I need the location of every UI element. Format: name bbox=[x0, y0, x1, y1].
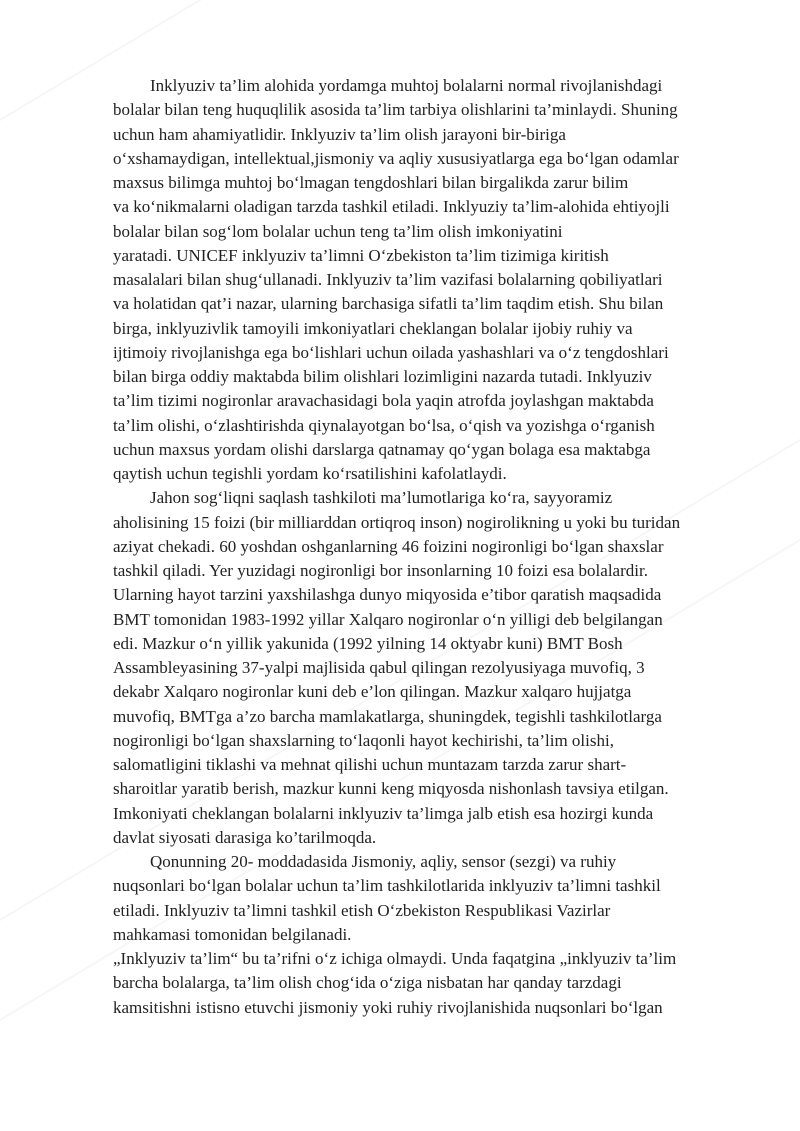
text-line: muvofiq, BMTga a’zo barcha mamlakatlarga, shuningdek, tegishli tashkilotlarga bbox=[113, 706, 662, 726]
text-line: bolalar bilan sog‘lom bolalar uchun teng ta’lim olish imkoniyatini bbox=[113, 221, 563, 241]
text-line: salomatligini tiklashi va mehnat qilishi uchun muntazam tarzda zarur shart- bbox=[113, 755, 627, 774]
text-line: Ularning hayot tarzini yaxshilashga dunyo miqyosida e’tibor qaratish maqsadida bbox=[113, 585, 662, 605]
text-line: Imkoniyati cheklangan bolalarni inklyuziv ta’limga jalb etish esa hozirgi kunda bbox=[113, 803, 654, 823]
text-line: Inklyuziv ta’lim alohida yordamga muhtoj bolalarni normal rivojlanishdagi bbox=[150, 76, 663, 95]
text-line: qaytish uchun tegishli yordam ko‘rsatilishini kafolatlaydi. bbox=[113, 464, 507, 483]
document-body bbox=[113, 74, 743, 1020]
text-line: aziyat chekadi. 60 yoshdan oshganlarning 46 foizini nogironligi bo‘lgan shaxslar bbox=[113, 536, 664, 556]
text-line: sharoitlar yaratib berish, mazkur kunni keng miqyosda nishonlash tavsiya etilgan. bbox=[113, 779, 669, 799]
text-line: bolalar bilan teng huquqlilik asosida ta’lim tarbiya olishlarini ta’minlaydi. Shuning bbox=[113, 100, 678, 120]
text-line: masalalari bilan shug‘ullanadi. Inklyuziv ta’lim vazifasi bolalarning qobiliyatlari bbox=[113, 270, 663, 289]
text-line: „Inklyuziv ta’lim“ bu ta’rifni o‘z ichiga olmaydi. Unda faqatgina „inklyuziv ta’lim bbox=[113, 949, 677, 968]
text-line: maxsus bilimga muhtoj bo‘lmagan tengdoshlari bilan birgalikda zarur bilim bbox=[113, 173, 629, 192]
text-line: ijtimoiy rivojlanishga ega bo‘lishlari uchun oilada yashashlari va o‘z tengdoshlari bbox=[113, 342, 669, 362]
text-line: birga, inklyuzivlik tamoyili imkoniyatlari cheklangan bolalar ijobiy ruhiy va bbox=[113, 318, 633, 338]
text-line: mahkamasi tomonidan belgilanadi. bbox=[113, 924, 352, 944]
text-line: etiladi. Inklyuziv ta’limni tashkil etish O‘zbekiston Respublikasi Vazirlar bbox=[113, 900, 611, 920]
text-line: tashkil qiladi. Yer yuzidagi nogironligi bor insonlarning 10 foizi esa bolalardir. bbox=[113, 561, 648, 580]
text-line: Assambleyasining 37-yalpi majlisida qabul qilingan rezolyusiyaga muvofiq, 3 bbox=[113, 658, 645, 677]
text-line: dekabr Xalqaro nogironlar kuni deb e’lon qilingan. Mazkur xalqaro hujjatga bbox=[113, 682, 632, 702]
text-line: nuqsonlari bo‘lgan bolalar uchun ta’lim tashkilotlarida inklyuziv ta’limni tashkil bbox=[113, 876, 661, 896]
text-line: va holatidan qat’i nazar, ularning barchasiga sifatli ta’lim taqdim etish. Shu bilan bbox=[113, 294, 664, 314]
text-line: davlat siyosati darasiga ko’tarilmoqda. bbox=[113, 827, 377, 847]
text-line: Jahon sog‘liqni saqlash tashkiloti ma’lumotlariga ko‘ra, sayyoramiz bbox=[150, 488, 613, 508]
text-line: o‘xshamaydigan, intellektual,jismoniy va aqliy xususiyatlarga ega bo‘lgan odamlar bbox=[113, 148, 679, 168]
text-line: kamsitishni istisno etuvchi jismoniy yoki ruhiy rivojlanishida nuqsonlari bo‘lgan bbox=[113, 997, 663, 1017]
text-line: nogironligi bo‘lgan shaxslarning to‘laqonli hayot kechirishi, ta’lim olishi, bbox=[113, 730, 614, 750]
text-line: va ko‘nikmalarni oladigan tarzda tashkil etiladi. Inklyuziy ta’lim-alohida ehtiyojli bbox=[113, 197, 670, 217]
text-line: uchun ham ahamiyatlidir. Inklyuziv ta’lim olish jarayoni bir-biriga bbox=[113, 124, 566, 144]
text-line: uchun maxsus yordam olishi darslarga qatnamay qo‘ygan bolaga esa maktabga bbox=[113, 439, 651, 459]
text-line: barcha bolalarga, ta’lim olish chog‘ida o‘ziga nisbatan har qanday tarzdagi bbox=[113, 973, 622, 993]
text-line: ta’lim olishi, o‘zlashtirishda qiynalayotgan bo‘lsa, o‘qish va yozishga o‘rganish bbox=[113, 415, 655, 435]
text-line: aholisining 15 foizi (bir milliarddan ortiqroq inson) nogirolikning u yoki bu turidan bbox=[113, 512, 681, 532]
text-line: ta’lim tizimi nogironlar aravachasidagi bola yaqin atrofda joylashgan maktabda bbox=[113, 391, 654, 411]
text-line: yaratadi. UNICEF inklyuziv ta’limni O‘zbekiston ta’lim tizimiga kiritish bbox=[113, 245, 609, 265]
text-line: bilan birga oddiy maktabda bilim olishlari lozimligini nazarda tutadi. Inklyuziv bbox=[113, 367, 652, 386]
text-line: Qonunning 20- moddadasida Jismoniy, aqliy, sensor (sezgi) va ruhiy bbox=[150, 852, 617, 871]
text-line: edi. Mazkur o‘n yillik yakunida (1992 yilning 14 oktyabr kuni) BMT Bosh bbox=[113, 633, 623, 653]
text-line: BMT tomonidan 1983-1992 yillar Xalqaro nogironlar o‘n yilligi deb belgilangan bbox=[113, 609, 663, 629]
